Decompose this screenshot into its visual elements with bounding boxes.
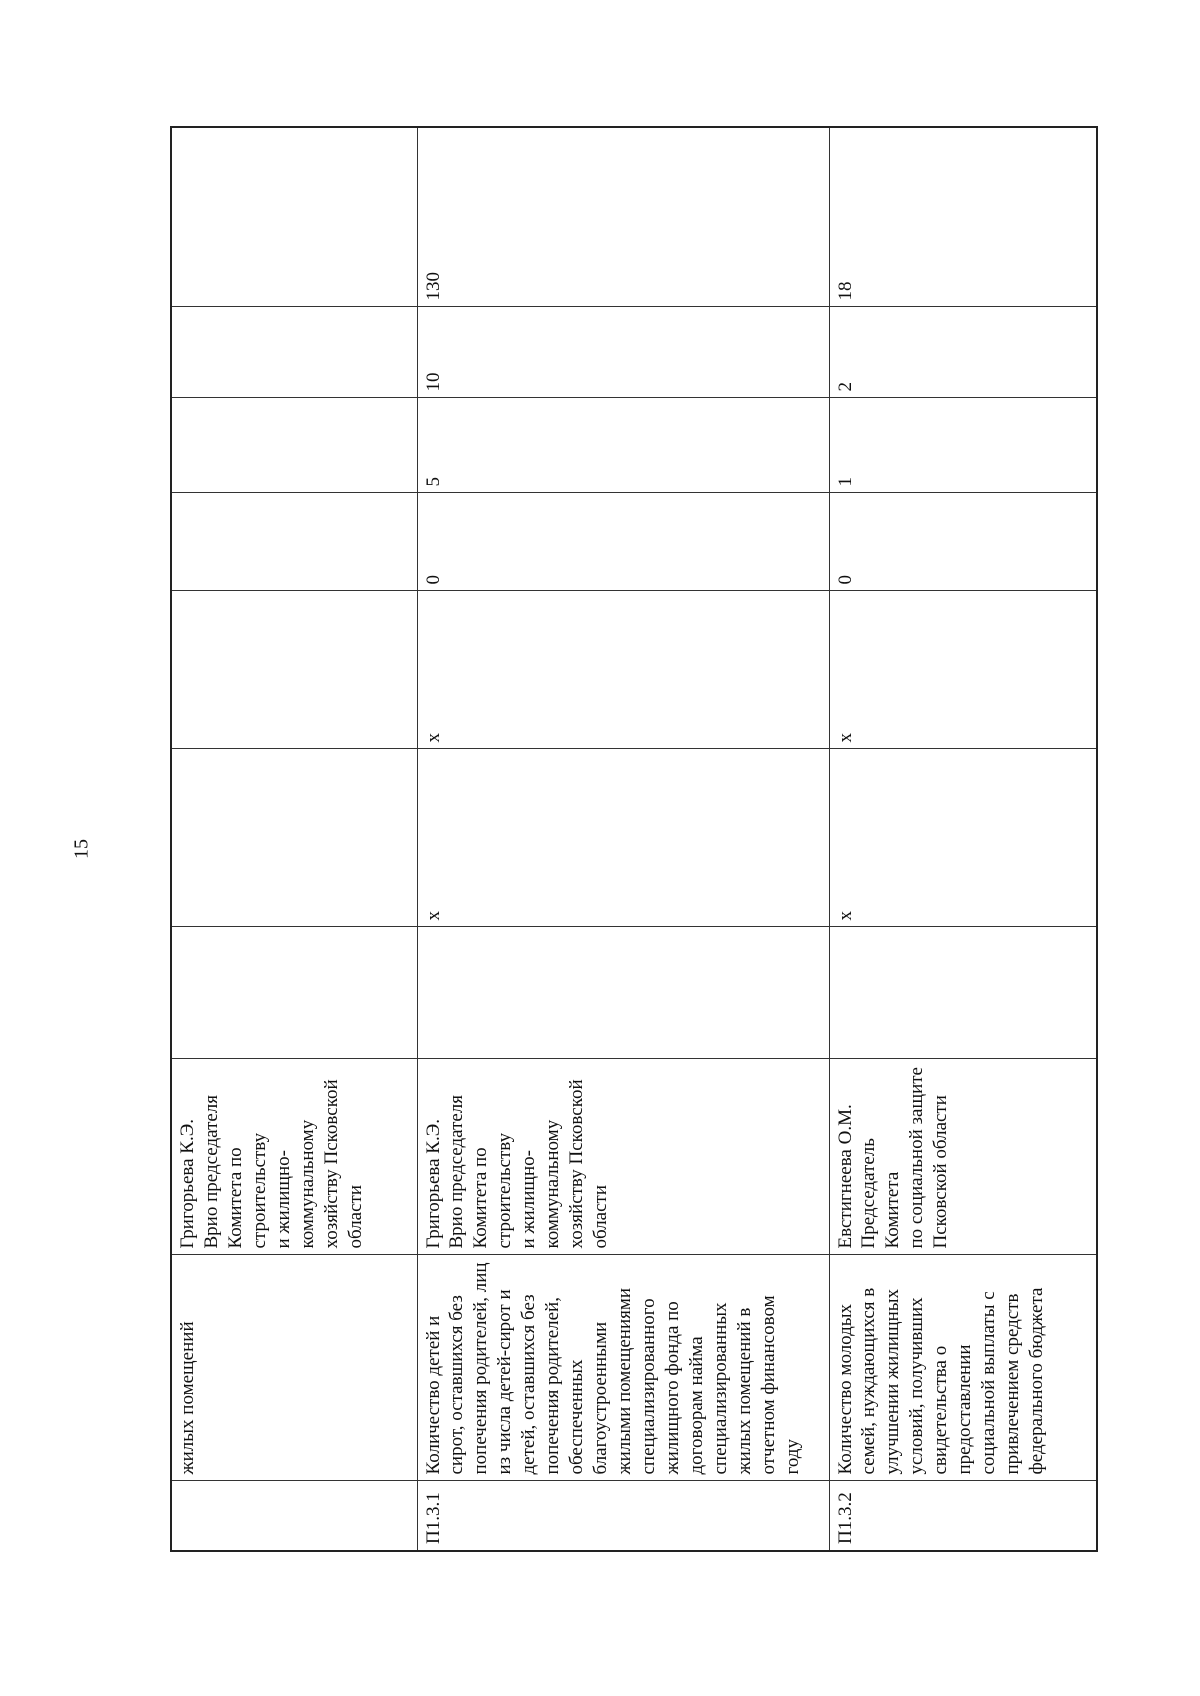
table-row xyxy=(829,127,1097,1551)
rotated-table-container xyxy=(170,128,1096,1552)
cell-col-4: 0 xyxy=(417,493,829,591)
cell-col-2: x xyxy=(829,749,1097,927)
cell-indicator: Количество детей и сирот, оставшихся без попечения родителей, лиц из числа детей-сирот и детей, оставшихся без попечения родителей, обеспеченных благоустроенными жилыми помещениями специализированного жилищного фонда по договорам найма специализированных жилых помещений в отчетном финансовом году xyxy=(417,1255,829,1481)
cell-responsible: Григорьева К.Э. Врио председателя Комитета по строительству и жилищно- коммунальному хозяйству Псковской области xyxy=(417,1059,829,1255)
cell-col-4 xyxy=(171,493,417,591)
cell-code: П1.3.1 xyxy=(417,1481,829,1551)
page-number: 15 xyxy=(70,839,93,859)
table-row xyxy=(171,127,417,1551)
cell-col-4: 0 xyxy=(829,493,1097,591)
cell-indicator: жилых помещений xyxy=(171,1255,417,1481)
indicators-table xyxy=(170,126,1098,1552)
cell-col-3 xyxy=(171,591,417,749)
cell-indicator: Количество молодых семей, нуждающихся в улучшении жилищных условий, получивших свидетельства о предоставлении социальной выплаты с привлечением средств федерального бюджета xyxy=(829,1255,1097,1481)
cell-responsible: Григорьева К.Э. Врио председателя Комитета по строительству и жилищно- коммунальному хозяйству Псковской области xyxy=(171,1059,417,1255)
cell-col-1 xyxy=(829,927,1097,1059)
cell-col-3: x xyxy=(829,591,1097,749)
cell-col-7: 18 xyxy=(829,127,1097,307)
table-row xyxy=(417,127,829,1551)
cell-col-2 xyxy=(171,749,417,927)
cell-col-7: 130 xyxy=(417,127,829,307)
cell-col-5 xyxy=(171,398,417,493)
cell-col-3: x xyxy=(417,591,829,749)
cell-col-1 xyxy=(417,927,829,1059)
cell-responsible: Евстигнеева О.М. Председатель Комитета по социальной защите Псковской области xyxy=(829,1059,1097,1255)
cell-col-2: x xyxy=(417,749,829,927)
cell-col-5: 5 xyxy=(417,398,829,493)
cell-code: П1.3.2 xyxy=(829,1481,1097,1551)
cell-col-7 xyxy=(171,127,417,307)
cell-col-6: 10 xyxy=(417,307,829,398)
cell-col-1 xyxy=(171,927,417,1059)
cell-col-6: 2 xyxy=(829,307,1097,398)
cell-col-5: 1 xyxy=(829,398,1097,493)
cell-col-6 xyxy=(171,307,417,398)
cell-code xyxy=(171,1481,417,1551)
